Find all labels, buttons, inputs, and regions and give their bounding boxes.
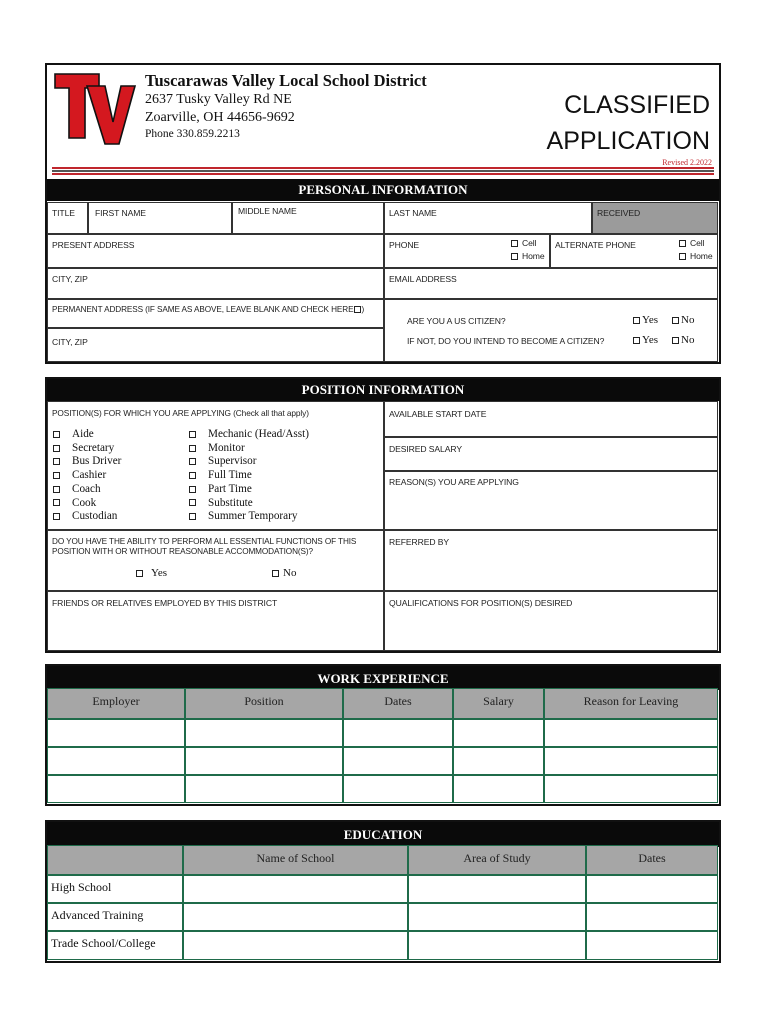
ability-question: DO YOU HAVE THE ABILITY TO PERFORM ALL ESSENTIAL FUNCTIONS OF THIS POSITION WITH OR WITHOUT REASONABLE ACCOMMODATION(S)? bbox=[52, 537, 357, 557]
title-field[interactable] bbox=[47, 202, 88, 234]
email-label: EMAIL ADDRESS bbox=[389, 274, 457, 284]
edu-cell[interactable] bbox=[408, 875, 586, 903]
last-name-field[interactable] bbox=[384, 202, 592, 234]
present-address-label: PRESENT ADDRESS bbox=[52, 240, 135, 250]
work-cell[interactable] bbox=[343, 719, 453, 747]
middle-name-field[interactable] bbox=[232, 202, 384, 234]
checkbox-icon bbox=[53, 513, 60, 520]
edu-cell[interactable] bbox=[586, 931, 718, 960]
friends-label: FRIENDS OR RELATIVES EMPLOYED BY THIS DISTRICT bbox=[52, 598, 278, 608]
row-label: Trade School/College bbox=[51, 936, 156, 950]
phone-cell-option[interactable] bbox=[511, 238, 536, 249]
checkbox-icon bbox=[53, 458, 60, 465]
position-option[interactable] bbox=[189, 483, 309, 497]
position-option-label: Monitor bbox=[208, 441, 245, 454]
position-option[interactable] bbox=[53, 428, 121, 442]
position-option-label: Coach bbox=[72, 482, 101, 495]
checkbox-icon bbox=[53, 486, 60, 493]
edu-row-label bbox=[47, 903, 183, 931]
position-heading: POSITION INFORMATION bbox=[47, 379, 719, 401]
referred-by-label: REFERRED BY bbox=[389, 537, 450, 547]
position-option-label: Cashier bbox=[72, 469, 107, 482]
position-option[interactable] bbox=[53, 455, 121, 469]
position-option[interactable] bbox=[53, 483, 121, 497]
edu-col-study bbox=[408, 845, 586, 875]
column-header: Area of Study bbox=[463, 851, 531, 865]
edu-row-label bbox=[47, 931, 183, 960]
header-divider bbox=[52, 167, 714, 169]
position-option[interactable] bbox=[189, 428, 309, 442]
positions-label: POSITION(S) FOR WHICH YOU ARE APPLYING (Check all that apply) bbox=[52, 408, 309, 418]
work-cell[interactable] bbox=[185, 747, 343, 775]
yes-label: Yes bbox=[642, 314, 659, 326]
checkbox-icon bbox=[53, 431, 60, 438]
position-option-label: Secretary bbox=[72, 441, 115, 454]
ability-yes-option[interactable] bbox=[136, 567, 167, 579]
form-title-line2: APPLICATION bbox=[546, 127, 710, 155]
middle-name-label: MIDDLE NAME bbox=[238, 206, 297, 216]
work-cell[interactable] bbox=[343, 747, 453, 775]
position-option-label: Full Time bbox=[208, 469, 252, 482]
position-option[interactable] bbox=[53, 497, 121, 511]
yes-label: Yes bbox=[642, 334, 659, 346]
city-zip-label: CITY, ZIP bbox=[52, 274, 88, 284]
ability-no-option[interactable] bbox=[272, 567, 296, 579]
checkbox-icon bbox=[189, 513, 196, 520]
first-name-field[interactable] bbox=[88, 202, 232, 234]
intend-question: IF NOT, DO YOU INTEND TO BECOME A CITIZEN? bbox=[407, 336, 605, 346]
edu-cell[interactable] bbox=[586, 875, 718, 903]
start-date-field[interactable] bbox=[384, 401, 718, 437]
work-col-salary bbox=[453, 688, 544, 719]
position-option-label: Bus Driver bbox=[72, 455, 122, 468]
position-option-label: Supervisor bbox=[208, 455, 257, 468]
checkbox-icon bbox=[679, 240, 686, 247]
positions-col2 bbox=[189, 428, 309, 524]
checkbox-icon bbox=[53, 445, 60, 452]
district-phone: Phone 330.859.2213 bbox=[145, 128, 240, 140]
checkbox-icon bbox=[189, 445, 196, 452]
received-label: RECEIVED bbox=[597, 208, 641, 218]
header-divider-3 bbox=[52, 173, 714, 175]
citizenship-block bbox=[384, 299, 718, 362]
position-option-label: Custodian bbox=[72, 510, 118, 523]
phone-label: PHONE bbox=[389, 240, 420, 250]
permanent-address-field[interactable] bbox=[47, 299, 384, 328]
cell-label: Cell bbox=[690, 238, 705, 248]
cell-label: Cell bbox=[522, 238, 537, 248]
edu-cell[interactable] bbox=[586, 903, 718, 931]
phone-field[interactable] bbox=[384, 234, 550, 268]
city-zip2-label: CITY, ZIP bbox=[52, 337, 88, 347]
intend-no-option[interactable] bbox=[672, 334, 694, 346]
permanent-address-close: ) bbox=[361, 305, 365, 314]
edu-cell[interactable] bbox=[183, 875, 408, 903]
work-cell[interactable] bbox=[453, 775, 544, 803]
edu-cell[interactable] bbox=[408, 903, 586, 931]
citizen-no-option[interactable] bbox=[672, 314, 694, 326]
title-label: TITLE bbox=[52, 208, 75, 218]
position-option[interactable] bbox=[189, 469, 309, 483]
checkbox-icon bbox=[672, 337, 679, 344]
position-option-label: Mechanic (Head/Asst) bbox=[208, 428, 309, 440]
checkbox-icon bbox=[189, 499, 196, 506]
reasons-field[interactable] bbox=[384, 471, 718, 530]
position-option[interactable] bbox=[189, 442, 309, 456]
received-field bbox=[592, 202, 718, 234]
position-option-label: Cook bbox=[72, 496, 97, 509]
work-cell[interactable] bbox=[544, 719, 718, 747]
permanent-address-text: PERMANENT ADDRESS (IF SAME AS ABOVE, LEAVE BLANK AND CHECK HERE bbox=[52, 305, 354, 314]
city-zip-field[interactable] bbox=[47, 268, 384, 299]
checkbox-icon bbox=[189, 431, 196, 438]
no-label: No bbox=[681, 314, 695, 326]
work-col-reason bbox=[544, 688, 718, 719]
position-option-label: Substitute bbox=[208, 496, 253, 509]
edu-col-blank bbox=[47, 845, 183, 875]
edu-cell[interactable] bbox=[408, 931, 586, 960]
alt-cell-option[interactable] bbox=[679, 238, 704, 249]
work-cell[interactable] bbox=[47, 719, 185, 747]
column-header: Reason for Leaving bbox=[583, 694, 679, 708]
checkbox-icon bbox=[189, 458, 196, 465]
reasons-label: REASON(S) YOU ARE APPLYING bbox=[389, 477, 519, 487]
checkbox-icon bbox=[511, 253, 518, 260]
column-header: Name of School bbox=[256, 851, 335, 865]
column-header: Dates bbox=[638, 851, 666, 865]
last-name-label: LAST NAME bbox=[389, 208, 437, 218]
referred-by-field[interactable] bbox=[384, 530, 718, 591]
position-option-label: Summer Temporary bbox=[208, 510, 298, 523]
city-zip2-field[interactable] bbox=[47, 328, 384, 362]
edu-cell[interactable] bbox=[183, 903, 408, 931]
qualifications-field[interactable] bbox=[384, 591, 718, 651]
first-name-label: FIRST NAME bbox=[95, 208, 146, 218]
header-divider-2 bbox=[52, 170, 714, 172]
friends-field[interactable] bbox=[47, 591, 384, 651]
desired-salary-label: DESIRED SALARY bbox=[389, 444, 462, 454]
permanent-address-label bbox=[48, 300, 383, 320]
checkbox-icon bbox=[272, 570, 279, 577]
intend-yes-option[interactable] bbox=[633, 334, 658, 346]
no-label: No bbox=[283, 567, 297, 579]
district-street: 2637 Tusky Valley Rd NE bbox=[145, 92, 292, 107]
checkbox-icon bbox=[53, 499, 60, 506]
tv-logo-icon bbox=[53, 72, 137, 146]
checkbox-icon bbox=[679, 253, 686, 260]
present-address-field[interactable] bbox=[47, 234, 384, 268]
district-city: Zoarville, OH 44656-9692 bbox=[145, 110, 295, 125]
work-heading: WORK EXPERIENCE bbox=[47, 666, 719, 690]
positions-block bbox=[47, 401, 384, 530]
work-col-employer bbox=[47, 688, 185, 719]
alt-phone-label: ALTERNATE PHONE bbox=[555, 240, 636, 250]
position-option[interactable] bbox=[53, 442, 121, 456]
education-heading: EDUCATION bbox=[47, 822, 719, 847]
yes-label: Yes bbox=[151, 567, 168, 579]
positions-col1 bbox=[53, 428, 121, 524]
checkbox-icon bbox=[53, 472, 60, 479]
work-cell[interactable] bbox=[47, 747, 185, 775]
qualifications-label: QUALIFICATIONS FOR POSITION(S) DESIRED bbox=[389, 598, 573, 608]
edu-cell[interactable] bbox=[183, 931, 408, 960]
email-field[interactable] bbox=[384, 268, 718, 299]
column-header: Position bbox=[244, 694, 284, 708]
work-cell[interactable] bbox=[544, 775, 718, 803]
work-cell[interactable] bbox=[343, 775, 453, 803]
home-label: Home bbox=[690, 251, 713, 261]
edu-row-label bbox=[47, 875, 183, 903]
column-header: Salary bbox=[483, 694, 514, 708]
checkbox-icon bbox=[633, 337, 640, 344]
work-col-dates bbox=[343, 688, 453, 719]
revised-date: Revised 2.2022 bbox=[662, 158, 712, 167]
work-cell[interactable] bbox=[453, 719, 544, 747]
checkbox-icon bbox=[633, 317, 640, 324]
position-option[interactable] bbox=[189, 455, 309, 469]
citizen-question: ARE YOU A US CITIZEN? bbox=[407, 316, 506, 326]
checkbox-icon bbox=[189, 472, 196, 479]
start-date-label: AVAILABLE START DATE bbox=[389, 409, 487, 419]
checkbox-icon bbox=[189, 486, 196, 493]
citizen-yes-option[interactable] bbox=[633, 314, 658, 326]
checkbox-icon bbox=[511, 240, 518, 247]
district-logo bbox=[53, 72, 137, 146]
work-cell[interactable] bbox=[185, 719, 343, 747]
row-label: High School bbox=[51, 880, 112, 894]
phone-home-option[interactable] bbox=[511, 251, 545, 262]
form-title-line1: CLASSIFIED bbox=[564, 91, 710, 119]
work-col-position bbox=[185, 688, 343, 719]
edu-col-school bbox=[183, 845, 408, 875]
work-cell[interactable] bbox=[544, 747, 718, 775]
alternate-phone-field[interactable] bbox=[550, 234, 718, 268]
position-option[interactable] bbox=[189, 497, 309, 511]
no-label: No bbox=[681, 334, 695, 346]
district-name: Tuscarawas Valley Local School District bbox=[145, 71, 427, 90]
ability-block bbox=[47, 530, 384, 591]
position-option[interactable] bbox=[53, 510, 121, 524]
position-option-label: Aide bbox=[72, 428, 94, 440]
home-label: Home bbox=[522, 251, 545, 261]
position-option-label: Part Time bbox=[208, 482, 252, 495]
alt-home-option[interactable] bbox=[679, 251, 713, 262]
row-label: Advanced Training bbox=[51, 908, 144, 922]
position-option[interactable] bbox=[53, 469, 121, 483]
work-cell[interactable] bbox=[47, 775, 185, 803]
position-option[interactable] bbox=[189, 510, 309, 524]
checkbox-icon bbox=[136, 570, 143, 577]
desired-salary-field[interactable] bbox=[384, 437, 718, 471]
work-cell[interactable] bbox=[185, 775, 343, 803]
column-header: Dates bbox=[384, 694, 412, 708]
checkbox-icon bbox=[672, 317, 679, 324]
edu-col-dates bbox=[586, 845, 718, 875]
column-header: Employer bbox=[92, 694, 140, 708]
work-cell[interactable] bbox=[453, 747, 544, 775]
personal-heading: PERSONAL INFORMATION bbox=[47, 179, 719, 201]
